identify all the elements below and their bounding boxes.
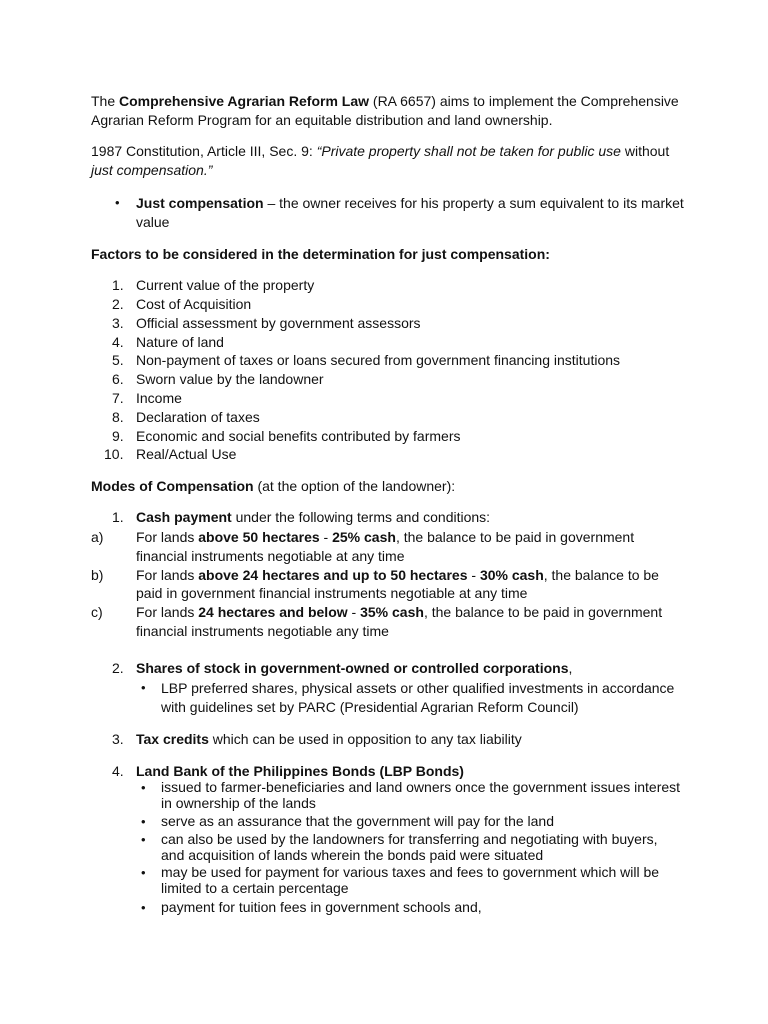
bullet-icon: • (141, 680, 146, 695)
item-number: 1. (112, 277, 124, 293)
bullet-icon: • (141, 780, 146, 795)
item-number: 5. (112, 352, 124, 368)
section-title: Tax credits (136, 731, 209, 747)
quote-text-line2: just compensation.” (91, 162, 213, 178)
definition-line2: value (136, 214, 170, 230)
item-text: Income (136, 390, 182, 406)
item-number: 9. (112, 428, 124, 444)
item-number: 2. (112, 296, 124, 312)
bullet-icon: • (141, 832, 146, 847)
quote-text: “Private property shall not be taken for public use (316, 143, 625, 159)
intro-text: The (91, 93, 120, 109)
section-text: , (568, 660, 573, 676)
term: Just compensation (136, 195, 264, 211)
intro-text: (RA 6657) aims to implement the Comprehensive (369, 93, 679, 109)
item-text: Nature of land (136, 334, 224, 350)
law-name: Comprehensive Agrarian Reform Law (119, 93, 370, 109)
term-bold: 24 hectares and below (198, 604, 348, 620)
term-text: , the balance to be paid in government (395, 529, 635, 545)
bullet-icon: • (141, 900, 146, 915)
item-number: 4. (112, 334, 124, 350)
item-number: 6. (112, 371, 124, 387)
term-bold: 30% cash (479, 567, 544, 583)
term-bold: above 50 hectares (198, 529, 320, 545)
term-text: - (319, 529, 333, 545)
item-text: Declaration of taxes (136, 409, 260, 425)
item-number: 3. (112, 315, 124, 331)
term-text: For lands (136, 604, 199, 620)
constitution-reference: 1987 Constitution, Article III, Sec. 9: (91, 143, 317, 159)
item-text: Cost of Acquisition (136, 296, 252, 312)
bullet-icon: • (141, 814, 146, 829)
item-text: Non-payment of taxes or loans secured from government financing institutions (136, 352, 621, 368)
term-text: , the balance to be (543, 567, 659, 583)
item-label: c) (91, 604, 103, 620)
bullet-icon: • (141, 865, 146, 880)
quote-emphasis: without (624, 143, 670, 159)
term-text: - (347, 604, 361, 620)
term-text: For lands (136, 567, 199, 583)
heading-text: Modes of Compensation (91, 478, 254, 494)
item-number: 10. (104, 446, 124, 462)
term-text: - (467, 567, 480, 583)
section-title: Cash payment (136, 509, 232, 525)
item-label: a) (91, 529, 104, 545)
section-title: Shares of stock in government-owned or controlled corporations (136, 660, 569, 676)
bullet-text: payment for tuition fees in government schools and, (161, 899, 482, 915)
item-text: Economic and social benefits contributed by farmers (136, 428, 461, 444)
term-bold: 25% cash (332, 529, 396, 545)
bullet-text: can also be used by the landowners for transferring and negotiating with buyers, (161, 831, 658, 847)
term-text: For lands (136, 529, 199, 545)
bullet-icon: • (115, 195, 120, 210)
term-text-line2: financial instruments negotiable any time (136, 623, 389, 639)
bullet-text-line2: in ownership of the lands (161, 795, 316, 811)
item-text: Official assessment by government assessors (136, 315, 421, 331)
bullet-text-line2: with guidelines set by PARC (Presidential Agrarian Reform Council) (161, 699, 579, 715)
intro-text-line2: Agrarian Reform Program for an equitable distribution and land ownership. (91, 112, 553, 128)
item-number: 2. (112, 660, 124, 676)
bullet-text: serve as an assurance that the government will pay for the land (161, 813, 554, 829)
heading-note: (at the option of the landowner): (253, 478, 456, 494)
bullet-text: issued to farmer-beneficiaries and land owners once the government issues interest (161, 779, 681, 795)
section-title: Land Bank of the Philippines Bonds (LBP Bonds) (136, 763, 464, 779)
item-number: 8. (112, 409, 124, 425)
item-number: 7. (112, 390, 124, 406)
section-text: which can be used in opposition to any tax liability (208, 731, 522, 747)
term-text-line2: financial instruments negotiable at any time (136, 548, 405, 564)
item-number: 4. (112, 763, 124, 779)
item-number: 3. (112, 731, 124, 747)
bullet-text-line2: limited to a certain percentage (161, 880, 349, 896)
heading-text: Factors to be considered in the determination for just compensation: (91, 246, 550, 262)
section-text: under the following terms and conditions: (231, 509, 491, 525)
term-text: , the balance to be paid in government (423, 604, 663, 620)
term-text-line2: paid in government financial instruments negotiable at any time (136, 585, 528, 601)
bullet-text-line2: and acquisition of lands wherein the bonds paid were situated (161, 847, 544, 863)
item-text: Current value of the property (136, 277, 315, 293)
item-text: Real/Actual Use (136, 446, 237, 462)
definition: – the owner receives for his property a sum equivalent to its market (263, 195, 684, 211)
item-label: b) (91, 567, 104, 583)
bullet-text: LBP preferred shares, physical assets or other qualified investments in accordance (161, 680, 675, 696)
bullet-text: may be used for payment for various taxes and fees to government which will be (161, 864, 660, 880)
term-bold: above 24 hectares and up to 50 hectares (198, 567, 468, 583)
item-number: 1. (112, 509, 124, 525)
term-bold: 35% cash (360, 604, 424, 620)
item-text: Sworn value by the landowner (136, 371, 324, 387)
